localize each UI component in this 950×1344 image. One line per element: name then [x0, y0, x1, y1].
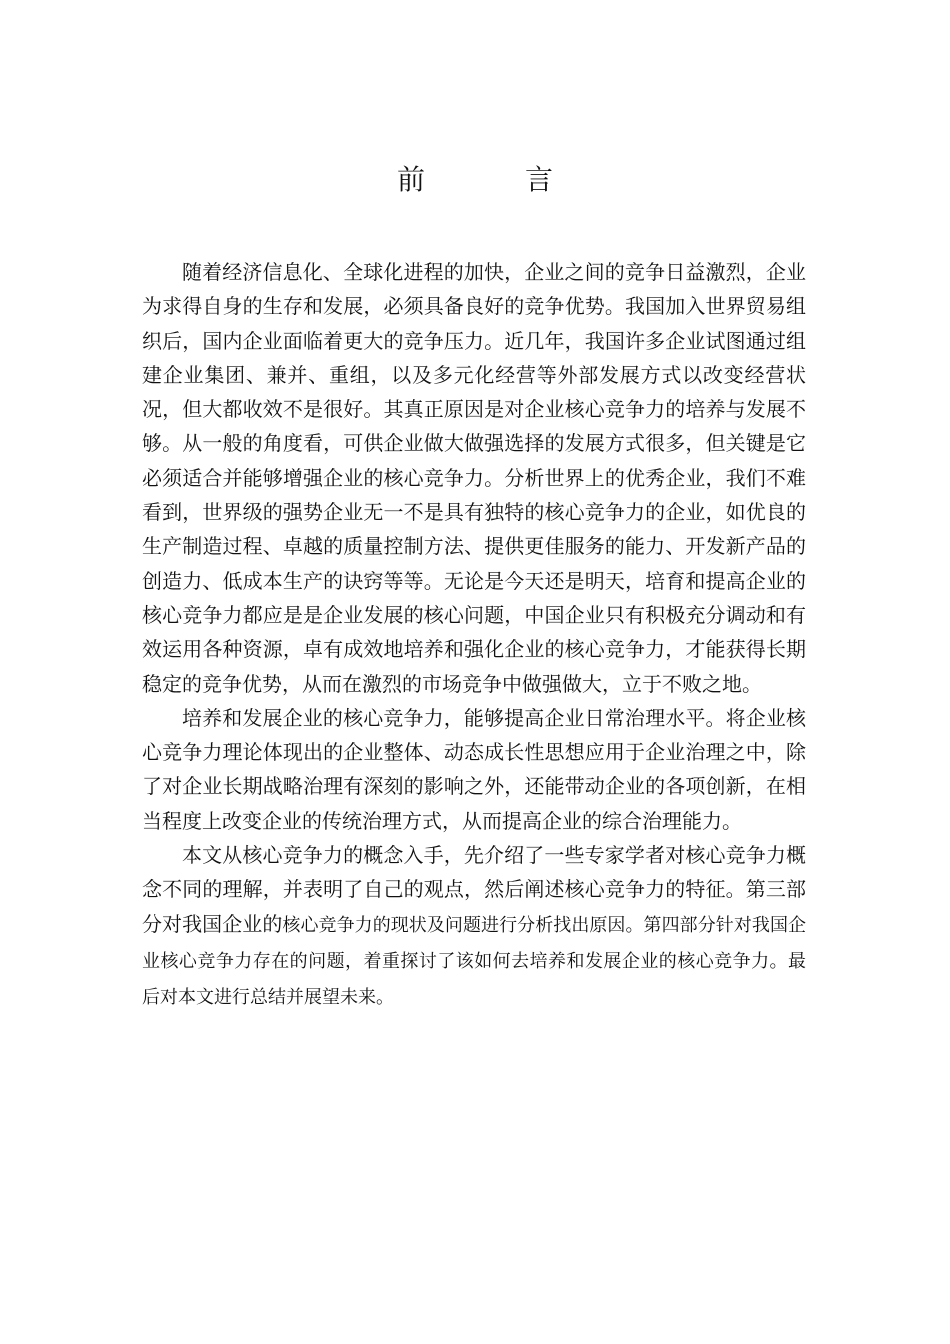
document-body [142, 255, 806, 1016]
paragraph-1: 随着经济信息化、全球化进程的加快，企业之间的竞争日益激烈，企业为求得自身的生存和发展，必须具备良好的竞争优势。我国加入世界贸易组织后，国内企业面临着更大的竞争压力。近几年，我国许多企业试图通过组建企业集团、兼并、重组，以及多元化经营等外部发展方式以改变经营状况，但大都收效不是很好。其真正原因是对企业核心竞争力的培养与发展不够。从一般的角度看，可供企业做大做强选择的发展方式很多，但关键是它必须适合并能够增强企业的核心竞争力。分析世界上的优秀企业，我们不难看到，世界级的强势企业无一不是具有独特的核心竞争力的企业，如优良的生产制造过程、卓越的质量控制方法、提供更佳服务的能力、开发新产品的创造力、低成本生产的诀窍等等。无论是今天还是明天，培育和提高企业的核心竞争力都应是是企业发展的核心问题，中国企业只有积极充分调动和有效运用各种资源，卓有成效地培养和强化企业的核心竞争力，才能获得长期稳定的竞争优势，从而在激烈的市场竞争中做强做大，立于不败之地。 [142, 260, 806, 696]
paragraph-3-part-a: 本文从核心竞争力的概念入手，先介绍了一些专家学者对核心竞争力概念不同的理解，并表明了自己的观点，然后阐述核心竞争力的特征。第三部分对我国企业的 [142, 843, 806, 936]
page-title: 前 言 [396, 163, 589, 196]
paragraph-3-part-b: 核心竞争力的现状及问题进行分析找出原因。第四部分针对我国企业核心竞争力存在的问题，着重探讨了该如何去培养和发展企业的核心竞争力。最后对本文进行总结并展望未来。 [142, 914, 807, 1009]
paragraph-2: 培养和发展企业的核心竞争力，能够提高企业日常治理水平。将企业核心竞争力理论体现出的企业整体、动态成长性思想应用于企业治理之中，除了对企业长期战略治理有深刻的影响之外，还能带动企业的各项创新，在相当程度上改变企业的传统治理方式，从而提高企业的综合治理能力。 [142, 705, 806, 833]
paragraph-3 [142, 838, 806, 1015]
